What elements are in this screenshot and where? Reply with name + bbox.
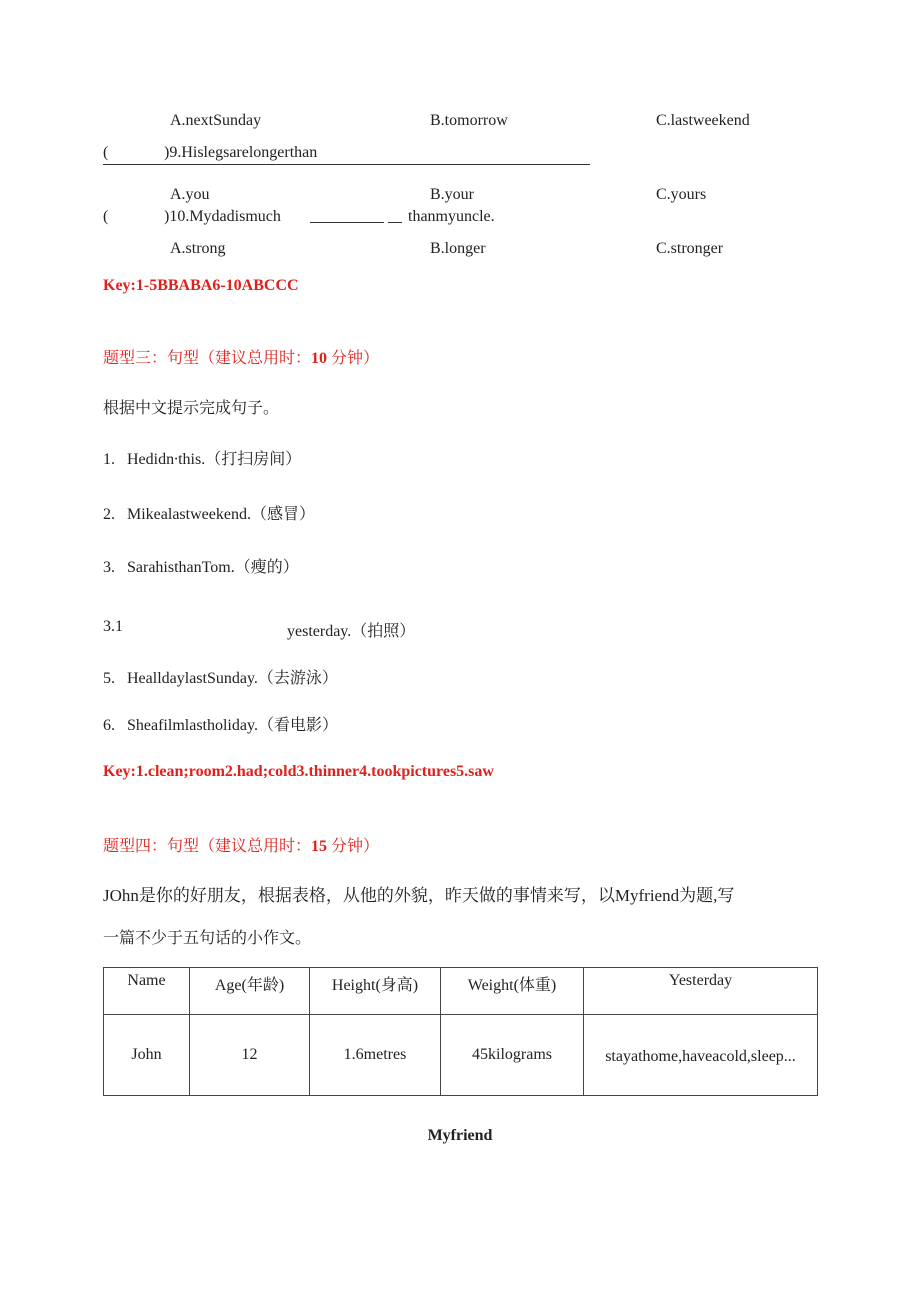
sentence-item <box>103 665 338 688</box>
sentence-item <box>103 446 301 469</box>
q9-answer-line <box>103 164 590 165</box>
item-number: 5. <box>103 670 115 687</box>
q9-option-a: A.you <box>170 186 210 203</box>
section-3-heading-num: 10 <box>311 350 328 367</box>
q9-option-c: C.yours <box>656 186 707 203</box>
section-3-instruction: 根据中文提示完成句子。 <box>103 398 280 417</box>
item-text: SarahisthanTom.（瘦的） <box>127 559 299 576</box>
q9-paren-open: ( <box>103 144 109 161</box>
item-text: Mikealastweekend.（感冒） <box>127 506 315 523</box>
item-text: HealldaylastSunday.（去游泳） <box>127 670 338 687</box>
section-4-prompt-line-2: 一篇不少于五句话的小作文。 <box>103 928 312 947</box>
header-name: Name <box>104 968 190 1015</box>
sentence-item <box>103 501 315 524</box>
section-4-heading-post: 分钟） <box>331 836 380 855</box>
item-number: 1. <box>103 451 115 468</box>
section-4-prompt-line-1: JOhn是你的好朋友，根据表格，从他的外貌，昨天做的事情来写，以Myfriend为题,写 <box>103 886 735 905</box>
section-4-heading <box>103 833 379 856</box>
q10-option-c: C.stronger <box>656 240 724 257</box>
cell-age: 12 <box>190 1015 310 1096</box>
cell-weight: 45kilograms <box>441 1015 584 1096</box>
q10-stem: )10.Mydadismuch <box>164 208 281 225</box>
section-3-heading-pre: 题型三：句型（建议总用时： <box>103 348 312 367</box>
q10-tail: thanmyuncle. <box>408 208 495 225</box>
table-header-row <box>104 968 818 1015</box>
q10-paren-open: ( <box>103 208 109 225</box>
answer-key-2: Key:1.clean;room2.had;cold3.thinner4.tookpictures5.saw <box>103 763 494 780</box>
section-3-heading-post: 分钟） <box>331 348 380 367</box>
essay-title: Myfriend <box>427 1127 493 1144</box>
q8-option-a: A.nextSunday <box>170 112 262 129</box>
q10-blank <box>310 208 402 228</box>
cell-height: 1.6metres <box>310 1015 441 1096</box>
sentence-item-number: 3.1 <box>103 618 123 635</box>
item-number: 2. <box>103 506 115 523</box>
sentence-item-text: yesterday.（拍照） <box>287 623 416 640</box>
item-text: Hedidn∙this.（打扫房间） <box>127 451 302 468</box>
friend-info-table <box>103 967 818 1096</box>
q10-option-a: A.strong <box>170 240 226 257</box>
section-3-heading <box>103 345 379 368</box>
q10-option-b: B.longer <box>430 240 486 257</box>
header-weight: Weight(体重) <box>441 968 584 1015</box>
answer-key-1: Key:1-5BBABA6-10ABCCC <box>103 277 299 294</box>
table-row <box>104 1015 818 1096</box>
sentence-item <box>103 554 299 577</box>
q8-option-b: B.tomorrow <box>430 112 508 129</box>
header-yesterday: Yesterday <box>584 968 818 1015</box>
q8-option-c: C.lastweekend <box>656 112 750 129</box>
q9-stem: )9.Hislegsarelongerthan <box>164 144 318 161</box>
section-4-heading-pre: 题型四：句型（建议总用时： <box>103 836 312 855</box>
cell-yesterday: stayathome,haveacold,sleep... <box>584 1015 818 1096</box>
section-4-heading-num: 15 <box>311 838 328 855</box>
cell-name: John <box>104 1015 190 1096</box>
item-text: Sheafilmlastholiday.（看电影） <box>127 717 338 734</box>
header-height: Height(身高) <box>310 968 441 1015</box>
item-number: 3. <box>103 559 115 576</box>
header-age: Age(年龄) <box>190 968 310 1015</box>
q9-option-b: B.your <box>430 186 474 203</box>
item-number: 6. <box>103 717 115 734</box>
sentence-item <box>103 712 338 735</box>
